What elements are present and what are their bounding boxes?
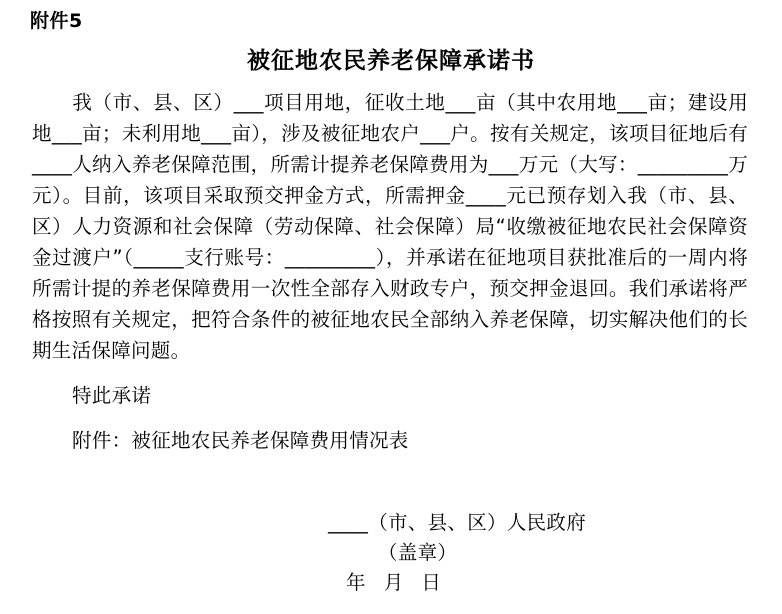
- signature-block: [28, 508, 754, 598]
- signature-seal: （盖章）: [378, 541, 458, 564]
- promise-line: 特此承诺: [72, 384, 152, 407]
- document-title: 被征地农民养老保障承诺书: [247, 48, 535, 74]
- document-body: [32, 87, 748, 366]
- attachment-list-line: 附件：被征地农民养老保障费用情况表: [72, 429, 409, 452]
- body-text-content: 我（市、县、区）___项目用地，征收土地___亩（其中农用地___亩；建设用地___亩；未利用地___亩），涉及被征地农户___户。按有关规定，该项目征地后有____人纳入养老保障范围，所需计提养老保障费用为___万元（大写：_________万元）。目前，该项目采取预交押金方式，所需押金____元已预存划入我（市、县、区）人力资源和社会保障（劳动保障、社会保障）局“收缴被征地农民社会保障资金过渡户”（_____支行账号：_________），并承诺在征地项目获批准后的一周内将所需计提的养老保障费用一次性全部存入财政专户，预交押金退回。我们承诺将严格按照有关规定，把符合条件的被征地农民全部纳入养老保障，切实解决他们的长期生活保障问题。: [32, 91, 748, 362]
- signature-authority: ____（市、县、区）人民政府: [328, 511, 586, 534]
- signature-date: 年 月 日: [346, 571, 447, 594]
- attachment-number: 附件5: [30, 10, 83, 32]
